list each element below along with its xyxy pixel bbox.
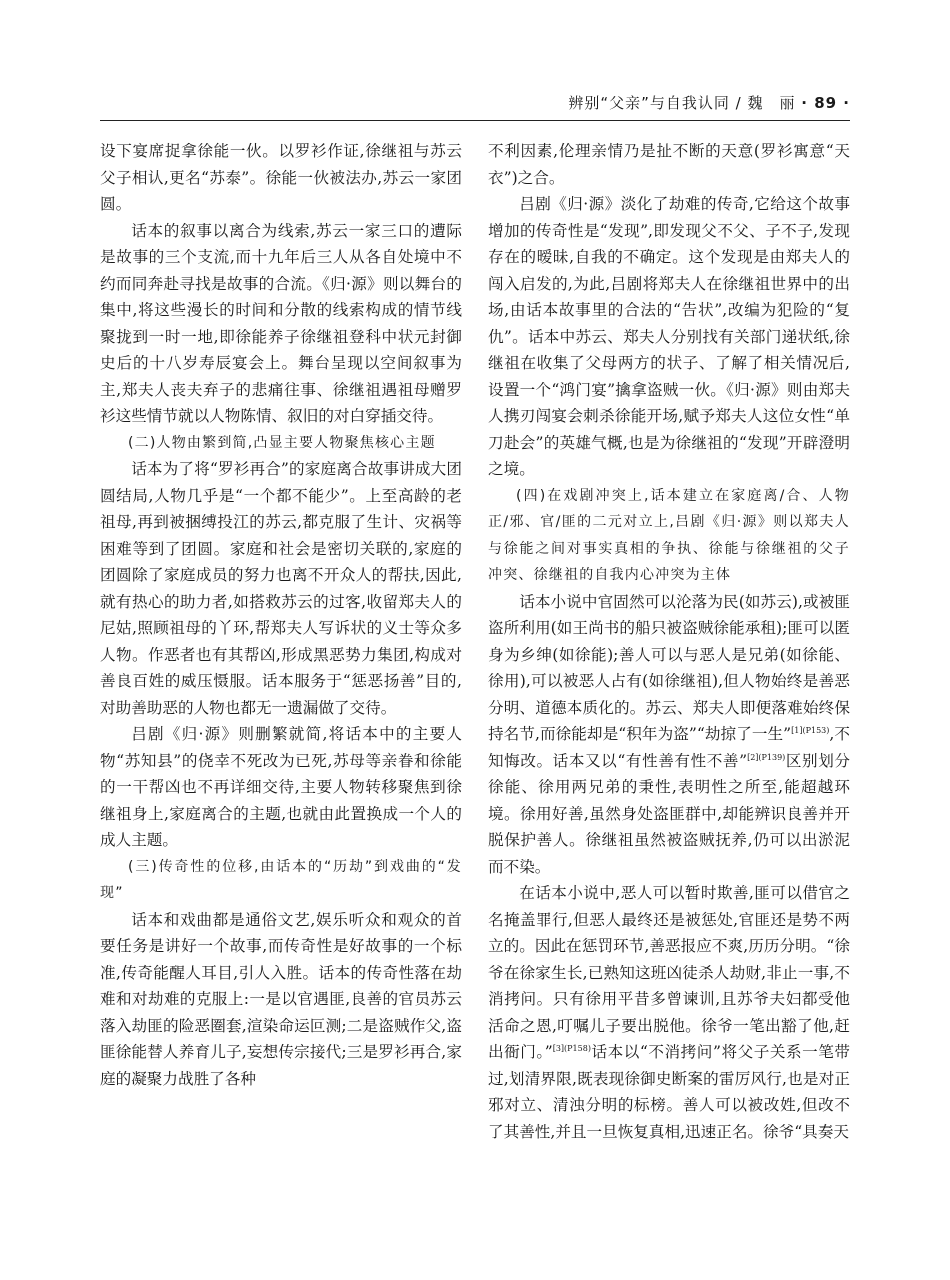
paragraph-text: 区别划分徐能、徐用两兄弟的秉性,表明性之所至,能超越环境。徐用好善,虽然身处盗匪群中,却能辨识良善并开脱保护善人。徐继祖虽然被盗贼抚养,仍可以出淤泥而不染。 [488,751,850,876]
citation-ref: [1](P153) [791,725,830,735]
citation-ref: [3](P158) [552,1043,591,1053]
paragraph-text: 话本以“不消拷问”将父子关系一笔带过,划清界限,既表现徐御史断案的雷厉风行,也是对正邪对立、清浊分明的标榜。善人可以被改姓,但改不了其善性,并且一旦恢复真相,迅速正名。徐爷“具奏天 [488,1043,850,1141]
paragraph [488,880,850,1145]
page-number: · 89 · [801,94,850,112]
section-heading: (四)在戏剧冲突上,话本建立在家庭离/合、人物正/邪、官/匪的二元对立上,吕剧《归·源》则以郑夫人与徐能之间对事实真相的争执、徐能与徐继祖的父子冲突、徐继祖的自我内心冲突为主体 [488,487,850,583]
paragraph-text: 在话本小说中,恶人可以暂时欺善,匪可以借官之名掩盖罪行,但恶人最终还是被惩处,官匪还是势不两立的。因此在惩罚环节,善恶报应不爽,历历分明。“徐爷在徐家生长,已熟知这班凶徒杀人劫财,非止一事,不消拷问。只有徐用平昔多曾谏训,且苏爷夫妇都受他活命之恩,叮嘱儿子要出脱他。徐爷一笔出豁了他,赶出衙门。” [488,884,850,1061]
paragraph [488,589,850,881]
paragraph: 话本为了将“罗衫再合”的家庭离合故事讲成大团圆结局,人物几乎是“一个都不能少”。上至高龄的老祖母,再到被捆缚投江的苏云,都克服了生计、灾祸等困难等到了团圆。家庭和社会是密切关联的,家庭的团圆除了家庭成员的努力也离不开众人的帮扶,因此,就有热心的助力者,如搭救苏云的过客,收留郑夫人的尼姑,照顾祖母的丫环,帮郑夫人写诉状的义士等众多人物。作恶者也有其帮凶,形成黑恶势力集团,构成对善良百姓的威压慑服。话本服务于“惩恶扬善”目的,对助善助恶的人物也都无一遗漏做了交待。 [100,460,462,717]
left-column [100,138,462,1092]
paragraph: 吕剧《归·源》则删繁就简,将话本中的主要人物“苏知县”的侥幸不死改为已死,苏母等亲眷和徐能的一干帮凶也不再详细交待,主要人物转移聚焦到徐继祖身上,家庭离合的主题,也就由此置换成一个人的成人主题。 [100,725,462,849]
citation-ref: [2](P139) [747,752,786,762]
right-column [488,138,850,1145]
paragraph: 不利因素,伦理亲情乃是扯不断的天意(罗衫寓意“天衣”)之合。 [488,142,850,187]
paragraph: 设下宴席捉拿徐能一伙。以罗衫作证,徐继祖与苏云父子相认,更名“苏泰”。徐能一伙被法办,苏云一家团圆。 [100,142,462,213]
running-header [568,92,850,113]
section-heading: (二)人物由繁到简,凸显主要人物聚焦核心主题 [128,434,436,451]
paragraph-text: 话本小说中官固然可以沦落为民(如苏云),或被匪盗所利用(如王尚书的船只被盗贼徐能承租);匪可以匿身为乡绅(如徐能);善人可以与恶人是兄弟(如徐能、徐用),可以被恶人占有(如徐继祖),但人物始终是善恶分明、道德本质化的。苏云、郑夫人即便落难始终保持名节,而徐能却是“积年为盗”“劫掠了一生” [488,592,850,743]
paragraph: 话本的叙事以离合为线索,苏云一家三口的遭际是故事的三个支流,而十九年后三人从各自处境中不约而同奔赴寻找是故事的合流。《归·源》则以舞台的集中,将这些漫长的时间和分散的线索构成的情节线聚拢到一时一地,即徐能养子徐继祖登科中状元封御史后的十八岁寿辰宴会上。舞台呈现以空间叙事为主,郑夫人丧夫弃子的悲痛往事、徐继祖遇祖母赠罗衫这些情节就以人物陈情、叙旧的对白穿插交待。 [100,221,462,425]
paragraph: 话本和戏曲都是通俗文艺,娱乐听众和观众的首要任务是讲好一个故事,而传奇性是好故事的一个标准,传奇能醒人耳目,引人入胜。话本的传奇性落在劫难和对劫难的克服上:一是以官遇匪,良善的官员苏云落入劫匪的险恶圈套,渲染命运叵测;二是盗贼作父,盗匪徐能替人养育儿子,妄想传宗接代;三是罗衫再合,家庭的凝聚力战胜了各种 [100,910,462,1088]
header-rule [100,120,850,121]
running-title: 辨别“父亲”与自我认同 / 魏 丽 [568,94,796,112]
paragraph: 吕剧《归·源》淡化了劫难的传奇,它给这个故事增加的传奇性是“发现”,即发现父不父、子不子,发现存在的暧昧,自我的不确定。这个发现是由郑夫人的闯入启发的,为此,吕剧将郑夫人在徐继祖世界中的出场,由话本故事里的合法的“告状”,改编为犯险的“复仇”。话本中苏云、郑夫人分别找有关部门递状纸,徐继祖在收集了父母两方的状子、了解了相关情况后,设置一个“鸿门宴”擒拿盗贼一伙。《归·源》则由郑夫人携刃闯宴会刺杀徐能开场,赋予郑夫人这位女性“单刀赴会”的英雄气概,也是为徐继祖的“发现”开辟澄明之境。 [488,195,850,478]
section-heading: (三)传奇性的位移,由话本的“历劫”到戏曲的“发现” [100,858,462,901]
paragraph-text: ,不知悔改。话本又以“有性善有性不善” [488,725,850,770]
